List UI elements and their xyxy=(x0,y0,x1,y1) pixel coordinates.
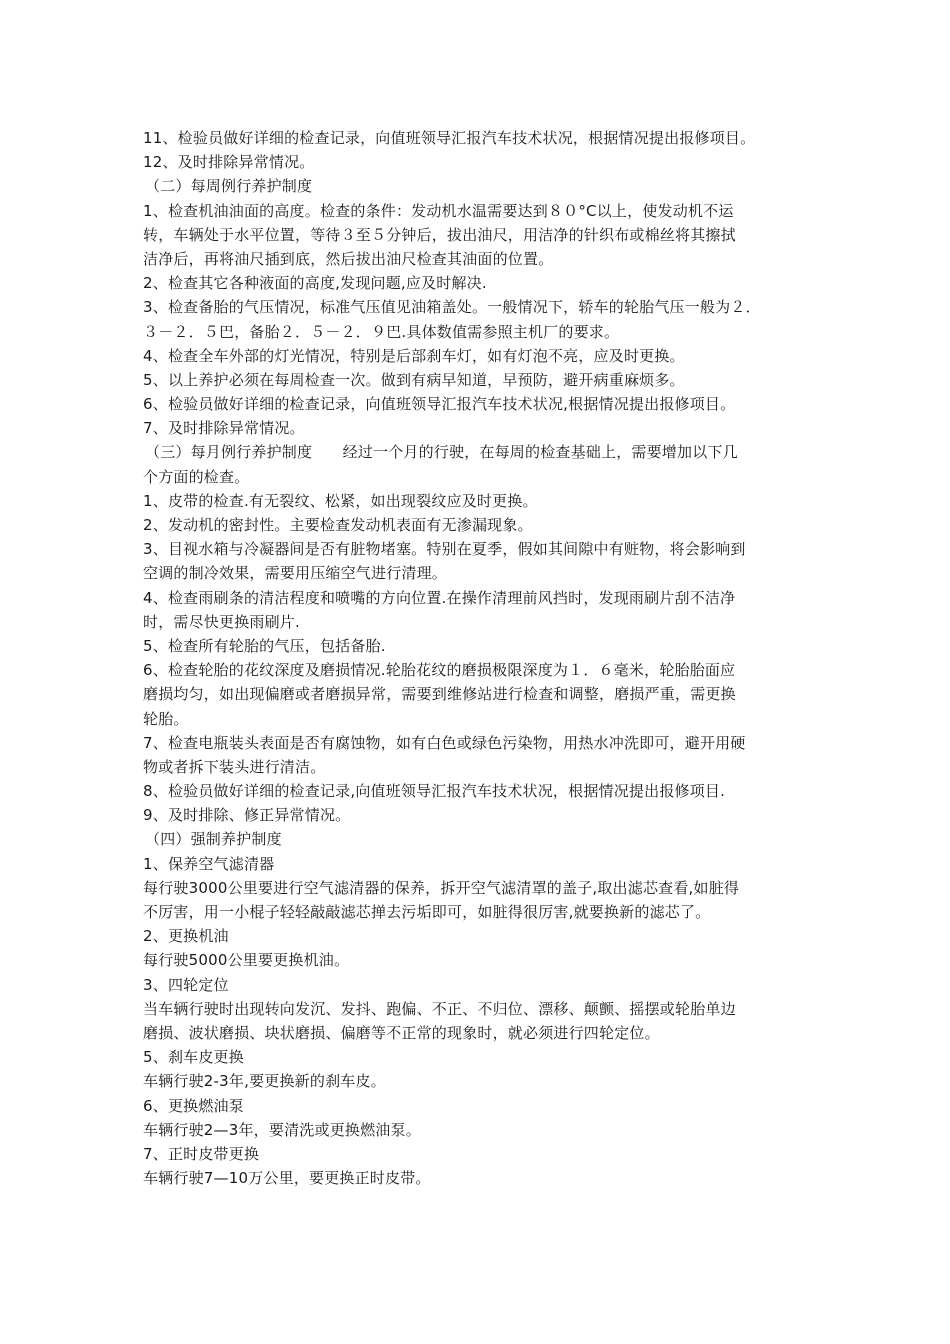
text-line: 物或者拆下装头进行清洁。 xyxy=(143,757,326,776)
text-line: 时，需尽快更换雨刷片. xyxy=(143,612,300,631)
text-line: 轮胎。 xyxy=(143,709,189,728)
text-line: 12、及时排除异常情况。 xyxy=(143,153,315,172)
document-body xyxy=(143,126,815,1190)
section-heading-monthly: （三）每月例行养护制度 经过一个月的行驶，在每周的检查基础上，需要增加以下几 xyxy=(145,443,738,462)
text-line: 车辆行驶2—3年，要清洗或更换燃油泵。 xyxy=(143,1120,421,1139)
text-line: 1、保养空气滤清器 xyxy=(143,854,275,873)
text-line: 9、及时排除、修正异常情况。 xyxy=(143,806,351,825)
text-line: 不厉害，用一小棍子轻轻敲敲滤芯掸去污垢即可，如脏得很厉害,就要换新的滤芯了。 xyxy=(143,903,711,921)
text-line: 6、更换燃油泵 xyxy=(143,1096,244,1115)
text-line: 5、检查所有轮胎的气压，包括备胎. xyxy=(143,636,386,655)
text-line: 每行驶5000公里要更换机油。 xyxy=(143,951,350,970)
text-line: 3、目视水箱与冷凝器间是否有脏物堵塞。特别在夏季，假如其间隙中有赃物，将会影响到 xyxy=(143,540,746,559)
text-line: 转，车辆处于水平位置，等待３至５分钟后，拔出油尺，用洁净的针织布或棉丝将其擦拭 xyxy=(143,225,736,244)
text-line: 磨损、波状磨损、块状磨损、偏磨等不正常的现象时，就必须进行四轮定位。 xyxy=(143,1023,660,1042)
text-line: 当车辆行驶时出现转向发沉、发抖、跑偏、不正、不归位、漂移、颠颤、摇摆或轮胎单边 xyxy=(143,999,736,1018)
text-line: 1、检查机油油面的高度。检查的条件：发动机水温需要达到８０°C以上，使发动机不运 xyxy=(143,201,734,220)
section-heading-weekly: （二）每周例行养护制度 xyxy=(145,177,313,196)
text-line: ３－２．５巴，备胎２．５－２．９巴.具体数值需参照主机厂的要求。 xyxy=(143,322,620,341)
text-line: 5、刹车皮更换 xyxy=(143,1048,244,1067)
text-line: 6、检验员做好详细的检查记录，向值班领导汇报汽车技术状况,根据情况提出报修项目。 xyxy=(143,395,736,414)
text-line: 车辆行驶2-3年,要更换新的刹车皮。 xyxy=(143,1072,386,1091)
text-line: 5、以上养护必须在每周检查一次。做到有病早知道，早预防，避开病重麻烦多。 xyxy=(143,370,685,389)
section-heading-mandatory: （四）强制养护制度 xyxy=(145,830,282,849)
text-line: 每行驶3000公里要进行空气滤清器的保养，拆开空气滤清罩的盖子,取出滤芯查看,如脏得 xyxy=(143,878,740,897)
text-line: 车辆行驶7—10万公里，要更换正时皮带。 xyxy=(143,1169,431,1188)
text-line: 3、检查备胎的气压情况，标准气压值见油箱盖处。一般情况下，轿车的轮胎气压一般为２． xyxy=(143,298,761,317)
text-line: 个方面的检查。 xyxy=(143,467,250,486)
text-line: 空调的制冷效果，需要用压缩空气进行清理。 xyxy=(143,564,448,583)
text-line: 7、及时排除异常情况。 xyxy=(143,419,305,438)
text-line: 8、检验员做好详细的检查记录,向值班领导汇报汽车技术状况，根据情况提出报修项目. xyxy=(143,782,726,801)
text-line: 磨损均匀，如出现偏磨或者磨损异常，需要到维修站进行检查和调整，磨损严重，需更换 xyxy=(143,685,736,704)
text-line: 4、检查全车外部的灯光情况，特别是后部刹车灯，如有灯泡不亮，应及时更换。 xyxy=(143,346,685,365)
text-line: 7、检查电瓶装头表面是否有腐蚀物，如有白色或绿色污染物，用热水冲洗即可，避开用硬 xyxy=(143,733,746,752)
text-line: 2、检查其它各种液面的高度,发现问题,应及时解决. xyxy=(143,274,487,293)
text-line: 3、四轮定位 xyxy=(143,975,229,994)
text-line: 洁净后，再将油尺插到底，然后拔出油尺检查其油面的位置。 xyxy=(143,249,554,268)
text-line: 7、正时皮带更换 xyxy=(143,1144,260,1163)
text-line: 1、皮带的检查.有无裂纹、松紧，如出现裂纹应及时更换。 xyxy=(143,491,538,510)
text-line: 6、检查轮胎的花纹深度及磨损情况.轮胎花纹的磨损极限深度为１．６毫米，轮胎胎面应 xyxy=(143,661,736,680)
text-line: 2、发动机的密封性。主要检查发动机表面有无渗漏现象。 xyxy=(143,516,533,534)
text-line: 4、检查雨刷条的清洁程度和喷嘴的方向位置.在操作清理前风挡时，发现雨刷片刮不洁净 xyxy=(143,588,736,607)
text-line: 2、更换机油 xyxy=(143,927,229,946)
text-line: 11、检验员做好详细的检查记录，向值班领导汇报汽车技术状况，根据情况提出报修项目。 xyxy=(143,129,756,147)
